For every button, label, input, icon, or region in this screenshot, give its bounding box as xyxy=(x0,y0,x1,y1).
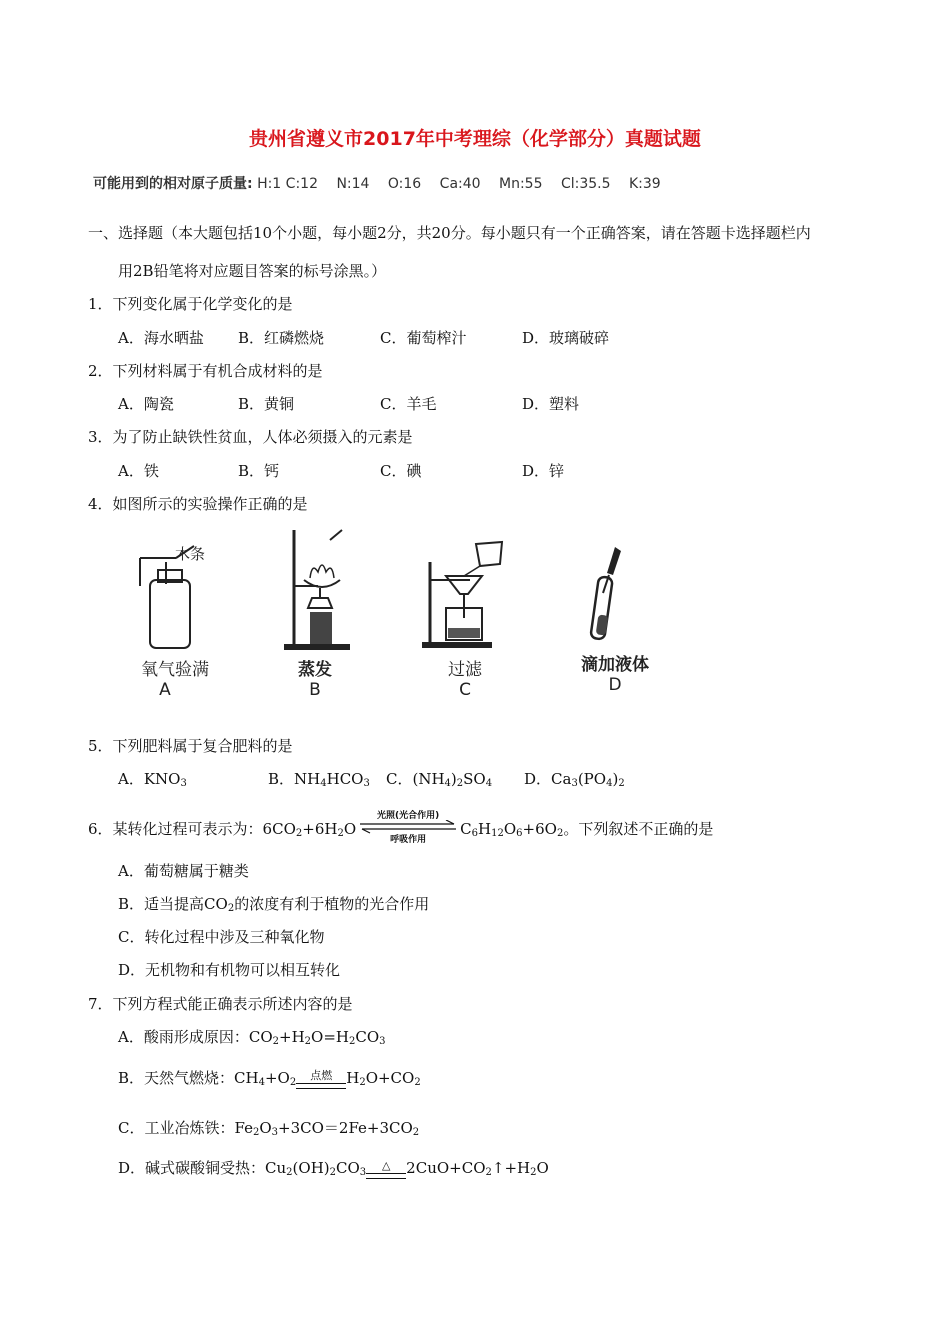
option-b-prefix: B．适当提高CO xyxy=(118,895,228,913)
question-3-option-c: C．碘 xyxy=(380,462,422,480)
question-7-option-b: B．天然气燃烧：$CH_4+O_2^{点燃}$ $H_2O+CO_2$ xyxy=(118,1069,421,1088)
figure-c-caption: 过滤 xyxy=(448,660,482,680)
page-title: 贵州省遵义市2017年中考理综（化学部分）真题试题 xyxy=(249,128,701,150)
atomic-mass-item: K:39 xyxy=(628,176,661,192)
option-b-label: B．天然气燃烧： xyxy=(118,1069,235,1087)
question-1-stem: 1．下列变化属于化学变化的是 xyxy=(88,295,293,313)
question-3-option-d: D．锌 xyxy=(522,462,565,480)
atomic-mass-item: Ca:40 xyxy=(439,176,481,192)
question-5-option-a: A．$KNO_3$ xyxy=(118,770,187,789)
atomic-mass-item: O:16 xyxy=(387,176,422,192)
heat-condition: △ xyxy=(366,1159,406,1177)
reversible-arrow xyxy=(358,811,458,845)
question-3-stem: 3．为了防止缺铁性贫血，人体必须摄入的元素是 xyxy=(88,428,413,446)
reactants-formula: $6CO_2+6H_2O$ xyxy=(262,820,357,839)
dropper-figure xyxy=(585,545,635,645)
figure-a-letter: A xyxy=(159,680,171,700)
question-2-option-a: A．陶瓷 xyxy=(118,395,174,413)
question-2-option-d: D．塑料 xyxy=(522,395,580,413)
question-6-option-c: C．转化过程中涉及三种氧化物 xyxy=(118,928,325,946)
atomic-mass-label: 可能用到的相对原子质量: xyxy=(93,176,253,192)
figure-d-caption: 滴加液体 xyxy=(581,655,649,675)
arrow-bottom-condition: 呼吸作用 xyxy=(390,835,427,845)
question-6-option-d: D．无机物和有机物可以相互转化 xyxy=(118,961,341,979)
question-6-option-b: B．适当提高$CO_2$的浓度有利于植物的光合作用 xyxy=(118,895,430,914)
question-1-option-b: B．红磷燃烧 xyxy=(238,329,325,347)
section-instructions-line2: 用2B铅笔将对应题目答案的标号涂黑。） xyxy=(118,262,387,280)
question-6-suffix: 。下列叙述不正确的是 xyxy=(563,820,714,838)
question-6-stem xyxy=(88,811,714,845)
option-b-suffix: 的浓度有利于植物的光合作用 xyxy=(234,895,430,913)
atomic-mass-line xyxy=(93,173,675,193)
figure-c-letter: C xyxy=(459,680,471,700)
question-6-prefix: 6．某转化过程可表示为： xyxy=(88,820,263,838)
figure-d-letter: D xyxy=(608,675,622,695)
figure-a-caption: 氧气验满 xyxy=(141,660,209,680)
question-5-stem: 5．下列肥料属于复合肥料的是 xyxy=(88,737,293,755)
filtration-figure xyxy=(420,540,515,650)
question-1-option-c: C．葡萄榨汁 xyxy=(380,329,467,347)
question-2-stem: 2．下列材料属于有机合成材料的是 xyxy=(88,362,323,380)
atomic-mass-item: H:1 C:12 xyxy=(257,176,318,192)
option-d-label: D．碱式碳酸铜受热： xyxy=(118,1159,266,1177)
question-7-option-d: D．碱式碳酸铜受热：$Cu_2(OH)_2CO_3^\triangle$ $2CuO+CO_2↑+H_2O$ xyxy=(118,1159,549,1178)
question-1-option-d: D．玻璃破碎 xyxy=(522,329,610,347)
option-c-label: C．工业冶炼铁： xyxy=(118,1119,235,1137)
question-5-option-d: D．$Ca_3(PO_4)_2$ xyxy=(524,770,625,789)
question-7-option-a: A．酸雨形成原因：$CO_2+H_2O=H_2CO_3$ xyxy=(118,1028,386,1047)
atomic-mass-item: Cl:35.5 xyxy=(560,176,611,192)
option-a-label: A．酸雨形成原因： xyxy=(118,1028,249,1046)
arrow-top-condition: 光照(光合作用) xyxy=(377,811,440,821)
question-3-option-b: B．钙 xyxy=(238,462,280,480)
ignite-condition: 点燃 xyxy=(296,1069,346,1087)
question-3-option-a: A．铁 xyxy=(118,462,159,480)
figure-b-caption: 蒸发 xyxy=(298,660,332,680)
figure-b-letter: B xyxy=(309,680,321,700)
evaporation-figure xyxy=(280,528,355,653)
atomic-mass-item: Mn:55 xyxy=(499,176,543,192)
question-5-option-c: C．$(NH_4)_2SO_4$ xyxy=(386,770,493,789)
question-6-option-a: A．葡萄糖属于糖类 xyxy=(118,862,249,880)
wood-splint-label: 木条 xyxy=(175,545,206,563)
question-2-option-b: B．黄铜 xyxy=(238,395,295,413)
atomic-mass-item: N:14 xyxy=(336,176,370,192)
question-7-stem: 7．下列方程式能正确表示所述内容的是 xyxy=(88,995,353,1013)
products-formula: $C_6H_{12}O_6+6O_2$ xyxy=(460,820,564,839)
question-2-option-c: C．羊毛 xyxy=(380,395,437,413)
question-1-option-a: A．海水晒盐 xyxy=(118,329,204,347)
question-4-stem: 4．如图所示的实验操作正确的是 xyxy=(88,495,308,513)
question-7-option-c: C．工业冶炼铁：$Fe_2O_3+3CO=2Fe+3CO_2$ xyxy=(118,1119,420,1138)
section-instructions-line1: 一、选择题（本大题包括10个小题，每小题2分，共20分。每小题只有一个正确答案，请在答题卡选择题栏内 xyxy=(88,224,811,242)
question-5-option-b: B．$NH_4HCO_3$ xyxy=(268,770,370,789)
